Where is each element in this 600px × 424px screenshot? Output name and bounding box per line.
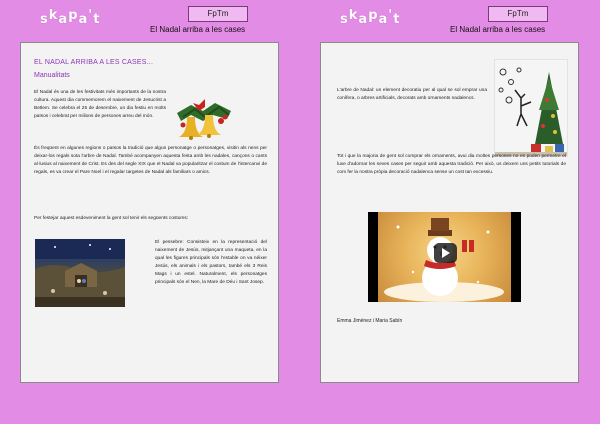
fptm-badge: FpTm bbox=[188, 6, 248, 22]
skapat-logo: skapa't bbox=[340, 8, 401, 27]
author-credit: Emma Jiménez i Maria Sabín bbox=[337, 318, 403, 324]
tradition-paragraph: És freqüent en algunes regions o països la tradició que algun personatge o personatges, visitin als nens per deixar-los regals sota l'arbre de Nadal. També acompanyen aquesta festa amb les nadales, cançons o cants al·lusius al naixement de Crist. Es des del segle XIX que el Nadal va popularitzar el costum de l'intercanvi de regals, es va crear el Pare Noel i el regalar targetes de Nadal als familiars o amics. bbox=[34, 146, 267, 175]
fptm-badge: FpTm bbox=[488, 6, 548, 22]
right-page bbox=[300, 0, 600, 424]
nativity-scene-image bbox=[35, 239, 125, 307]
section-subheading: Manualitats bbox=[34, 72, 70, 79]
arbre-paragraph: L'arbre de Nadal: un element decoratiu per al qual se sol emprar una conífera, o arbres artificials, decorats amb ornaments nadalencs. bbox=[337, 88, 487, 101]
page-heading: EL NADAL ARRIBA A LES CASES... bbox=[34, 59, 154, 66]
intro-paragraph: El Nadal és una de les festivitats més importants de la nostra cultura. Aquest dia commemorem el naixement de Jesucrist a Betlem. Se celebra el 25 de desembre, un dia festiu en molts països i celebrat per milions de persones arreu del món. bbox=[34, 90, 166, 119]
right-sheet bbox=[320, 42, 579, 383]
pessebre-paragraph: El pessebre: Consisteix en la representació del naixement de Jesús, mitjançant una maqueta, en la qual les figures principals són l'estable on va néixer Jesús, els animals i els pastors, també els 3 Reis Mags i un estel. Naturalment, els personatges principals són el Nen, la Mare de Déu i Sant Josep. bbox=[155, 240, 267, 285]
christmas-bells-image bbox=[169, 95, 239, 143]
snowman-video[interactable] bbox=[368, 212, 521, 302]
left-sheet bbox=[20, 42, 279, 383]
skapat-logo: skapa't bbox=[40, 8, 101, 27]
customs-intro: Per festejar aquest esdeveniment la gent sol tenir els següents costums: bbox=[34, 216, 189, 221]
tutorial-paragraph: Tot i que la majoria de gent sol comprar els ornaments, avui dia moltes persones no es poden permetre el luxe d'adornar les seves cases per seguir amb aquesta tradició. Per això, us deixem uns petits tutorials de com fer la nostra pròpia decoració nadalenca sense un cost tan excessiu. bbox=[337, 154, 566, 175]
christmas-tree-image bbox=[494, 59, 568, 157]
header-title: El Nadal arriba a les cases bbox=[450, 25, 546, 34]
play-icon[interactable] bbox=[434, 243, 457, 263]
header-title: El Nadal arriba a les cases bbox=[150, 25, 246, 34]
